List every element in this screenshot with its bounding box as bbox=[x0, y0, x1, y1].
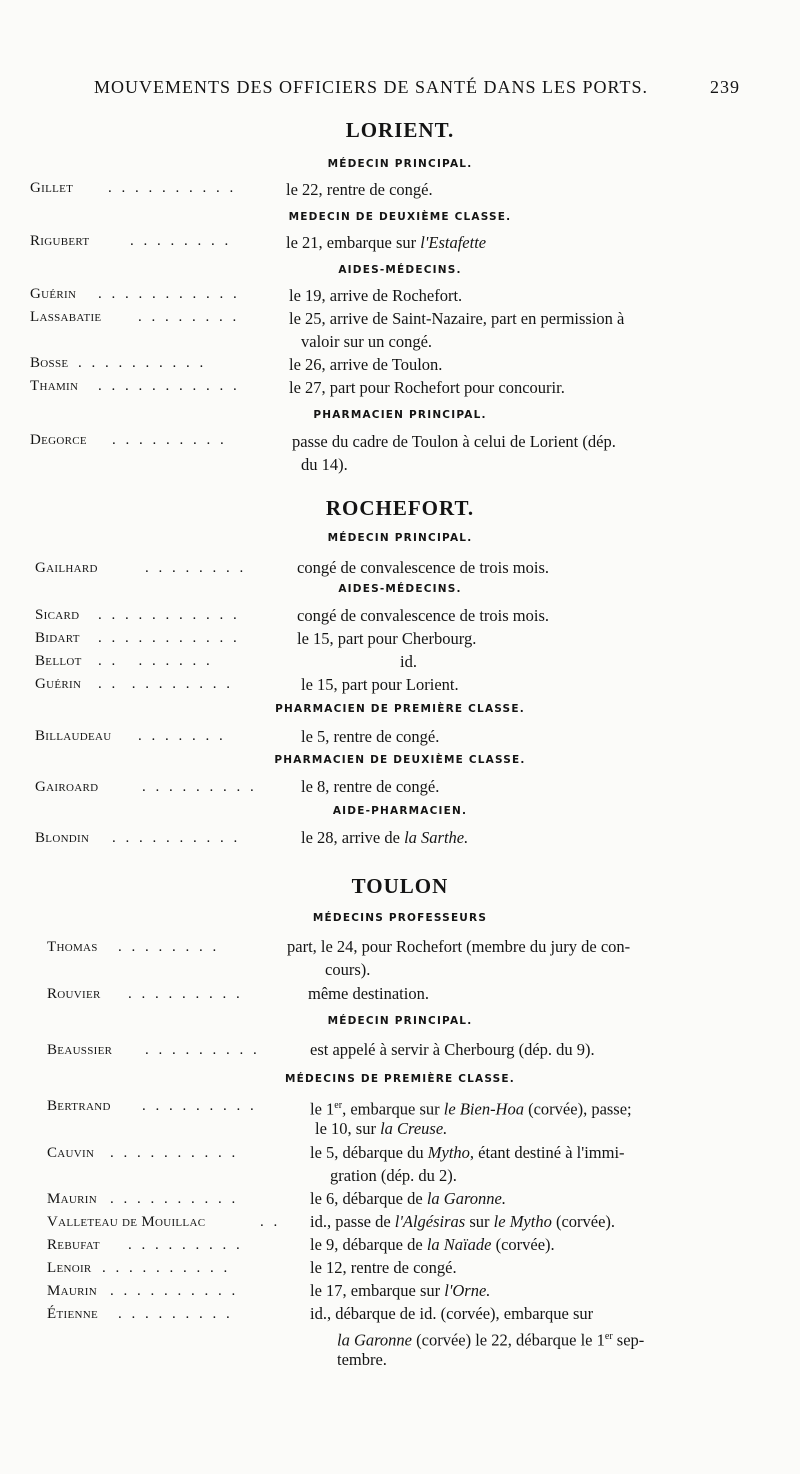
entry-text: le 6, débarque de la Garonne. bbox=[310, 1189, 506, 1208]
leader-dots: . . . . . . . . . bbox=[112, 432, 227, 448]
entry-text: le 5, rentre de congé. bbox=[301, 727, 440, 746]
entry-text: id., passe de l'Algésiras sur le Mytho (corvée). bbox=[310, 1212, 616, 1231]
leader-dots: . . . . . . . . bbox=[130, 233, 232, 249]
entry-name: Cauvin bbox=[47, 1145, 95, 1161]
leader-dots: . . . . . . . . bbox=[118, 939, 220, 955]
entry-text: le 22, rentre de congé. bbox=[286, 180, 433, 199]
rank-heading: PHARMACIEN DE DEUXIÈME CLASSE. bbox=[274, 754, 526, 766]
entry-name: Bertrand bbox=[47, 1098, 111, 1114]
entry-text: est appelé à servir à Cherbourg (dép. du 9). bbox=[310, 1040, 595, 1059]
leader-dots: . . . . . . . . bbox=[98, 653, 213, 669]
entry-text: le 15, part pour Lorient. bbox=[301, 675, 459, 694]
leader-dots: . . . . . . . . . . . bbox=[98, 286, 240, 302]
entry-name: Billaudeau bbox=[35, 728, 112, 744]
entry-name: Guérin bbox=[35, 676, 82, 692]
entry-text: congé de convalescence de trois mois. bbox=[297, 606, 549, 625]
rank-heading: AIDES-MÉDECINS. bbox=[338, 583, 462, 595]
leader-dots: . . . . . . . . . . . bbox=[98, 630, 240, 646]
entry-name: Thomas bbox=[47, 939, 98, 955]
rank-heading: MÉDECINS DE PREMIÈRE CLASSE. bbox=[284, 1073, 515, 1085]
entry-name: Sicard bbox=[35, 607, 80, 623]
leader-dots: . . . . . . . . . bbox=[128, 1237, 243, 1253]
leader-dots: . . . . . . . . . . . bbox=[98, 378, 240, 394]
leader-dots: . . . . . . . . . . bbox=[112, 830, 241, 846]
entry-name: Lassabatie bbox=[30, 309, 102, 325]
entry-name: Lenoir bbox=[47, 1260, 92, 1276]
section-title-rochefort: ROCHEFORT. bbox=[325, 496, 475, 520]
leader-dots: . . . . . . . . . . bbox=[102, 1260, 231, 1276]
rank-heading: MÉDECIN PRINCIPAL. bbox=[327, 532, 473, 544]
entry-text: le 28, arrive de la Sarthe. bbox=[301, 828, 469, 847]
running-title: MOUVEMENTS DES OFFICIERS DE SANTÉ DANS LES PORTS. bbox=[94, 77, 648, 97]
entry-text: le 5, débarque du Mytho, étant destiné à l'immi- bbox=[310, 1143, 625, 1162]
rank-heading: PHARMACIEN DE PREMIÈRE CLASSE. bbox=[275, 703, 525, 715]
entry-name: Étienne bbox=[47, 1306, 98, 1322]
rank-heading: MÉDECIN PRINCIPAL. bbox=[327, 158, 473, 170]
entry-continuation: tembre. bbox=[337, 1350, 387, 1369]
entry-name: Gairoard bbox=[35, 779, 99, 795]
entry-text: le 8, rentre de congé. bbox=[301, 777, 440, 796]
leader-dots: . . . . . . . . . . bbox=[78, 355, 207, 371]
entry-text: le 9, débarque de la Naïade (corvée). bbox=[310, 1235, 555, 1254]
leader-dots: . . . . . . . . . bbox=[145, 1042, 260, 1058]
entry-continuation: gration (dép. du 2). bbox=[330, 1166, 457, 1185]
entry-text: le 15, part pour Cherbourg. bbox=[297, 629, 477, 648]
leader-dots: . . . . . . . . bbox=[145, 560, 247, 576]
entry-text: le 26, arrive de Toulon. bbox=[289, 355, 443, 374]
rank-heading: MEDECIN DE DEUXIÈME CLASSE. bbox=[288, 211, 512, 223]
leader-dots: . . . . . . . . . bbox=[118, 1306, 233, 1322]
entry-name: Rigubert bbox=[30, 233, 90, 249]
entry-text: le 21, embarque sur l'Estafette bbox=[286, 233, 487, 252]
entry-text: le 17, embarque sur l'Orne. bbox=[310, 1281, 491, 1300]
entry-text: le 19, arrive de Rochefort. bbox=[289, 286, 463, 305]
entry-text: même destination. bbox=[308, 984, 429, 1003]
entry-continuation: la Garonne (corvée) le 22, débarque le 1er sep- bbox=[337, 1330, 645, 1350]
entry-name: Gailhard bbox=[35, 560, 98, 576]
leader-dots: . . . . . . . . . . bbox=[110, 1283, 239, 1299]
rank-heading: AIDES-MÉDECINS. bbox=[338, 264, 462, 276]
entry-name: Bellot bbox=[35, 653, 82, 669]
entry-continuation: valoir sur un congé. bbox=[301, 332, 433, 351]
leader-dots: . . . . . . . . bbox=[138, 309, 240, 325]
entry-text: congé de convalescence de trois mois. bbox=[297, 558, 549, 577]
entry-name: Guérin bbox=[30, 286, 77, 302]
entry-text: id. bbox=[400, 652, 417, 671]
leader-dots: . . . . . . . . . . bbox=[110, 1191, 239, 1207]
entry-text: le 12, rentre de congé. bbox=[310, 1258, 457, 1277]
rank-heading: MÉDECIN PRINCIPAL. bbox=[327, 1015, 473, 1027]
page-number: 239 bbox=[710, 77, 740, 97]
leader-dots: . . . . . . . . . . bbox=[110, 1145, 239, 1161]
leader-dots: . . . . . . . . . . bbox=[98, 676, 233, 692]
rank-heading: PHARMACIEN PRINCIPAL. bbox=[313, 409, 487, 421]
leader-dots: . . bbox=[260, 1214, 281, 1230]
leader-dots: . . . . . . . bbox=[138, 728, 226, 744]
entry-name: Valleteau de Mouillac bbox=[47, 1214, 206, 1230]
leader-dots: . . . . . . . . . bbox=[142, 779, 257, 795]
entry-name: Rouvier bbox=[47, 986, 101, 1002]
entry-name: Bosse bbox=[30, 355, 69, 371]
entry-name: Thamin bbox=[30, 378, 79, 394]
entry-text: passe du cadre de Toulon à celui de Lorient (dép. bbox=[292, 432, 616, 451]
leader-dots: . . . . . . . . . bbox=[128, 986, 243, 1002]
leader-dots: . . . . . . . . . . . bbox=[98, 607, 240, 623]
entry-name: Rebufat bbox=[47, 1237, 100, 1253]
entry-text: id., débarque de id. (corvée), embarque sur bbox=[310, 1304, 594, 1323]
entry-text: le 27, part pour Rochefort pour concourir. bbox=[289, 378, 565, 397]
entry-continuation: cours). bbox=[325, 960, 371, 979]
rank-heading: MÉDECINS PROFESSEURS bbox=[312, 912, 488, 924]
entry-name: Degorce bbox=[30, 432, 87, 448]
entry-name: Maurin bbox=[47, 1191, 97, 1207]
entry-text: part, le 24, pour Rochefort (membre du jury de con- bbox=[287, 937, 631, 956]
section-title-toulon: TOULON bbox=[351, 874, 449, 898]
leader-dots: . . . . . . . . . . bbox=[108, 180, 237, 196]
entry-name: Bidart bbox=[35, 630, 80, 646]
section-title-lorient: LORIENT. bbox=[345, 118, 455, 142]
entry-text: le 25, arrive de Saint-Nazaire, part en permission à bbox=[289, 309, 625, 328]
entry-text: le 1er, embarque sur le Bien-Hoa (corvée), passe; bbox=[310, 1099, 632, 1119]
entry-name: Blondin bbox=[35, 830, 90, 846]
leader-dots: . . . . . . . . . bbox=[142, 1098, 257, 1114]
entry-continuation: du 14). bbox=[301, 455, 348, 474]
entry-name: Beaussier bbox=[47, 1042, 113, 1058]
entry-name: Gillet bbox=[30, 180, 74, 196]
entry-name: Maurin bbox=[47, 1283, 97, 1299]
rank-heading: AIDE-PHARMACIEN. bbox=[332, 805, 468, 817]
entry-continuation: le 10, sur la Creuse. bbox=[315, 1119, 448, 1138]
